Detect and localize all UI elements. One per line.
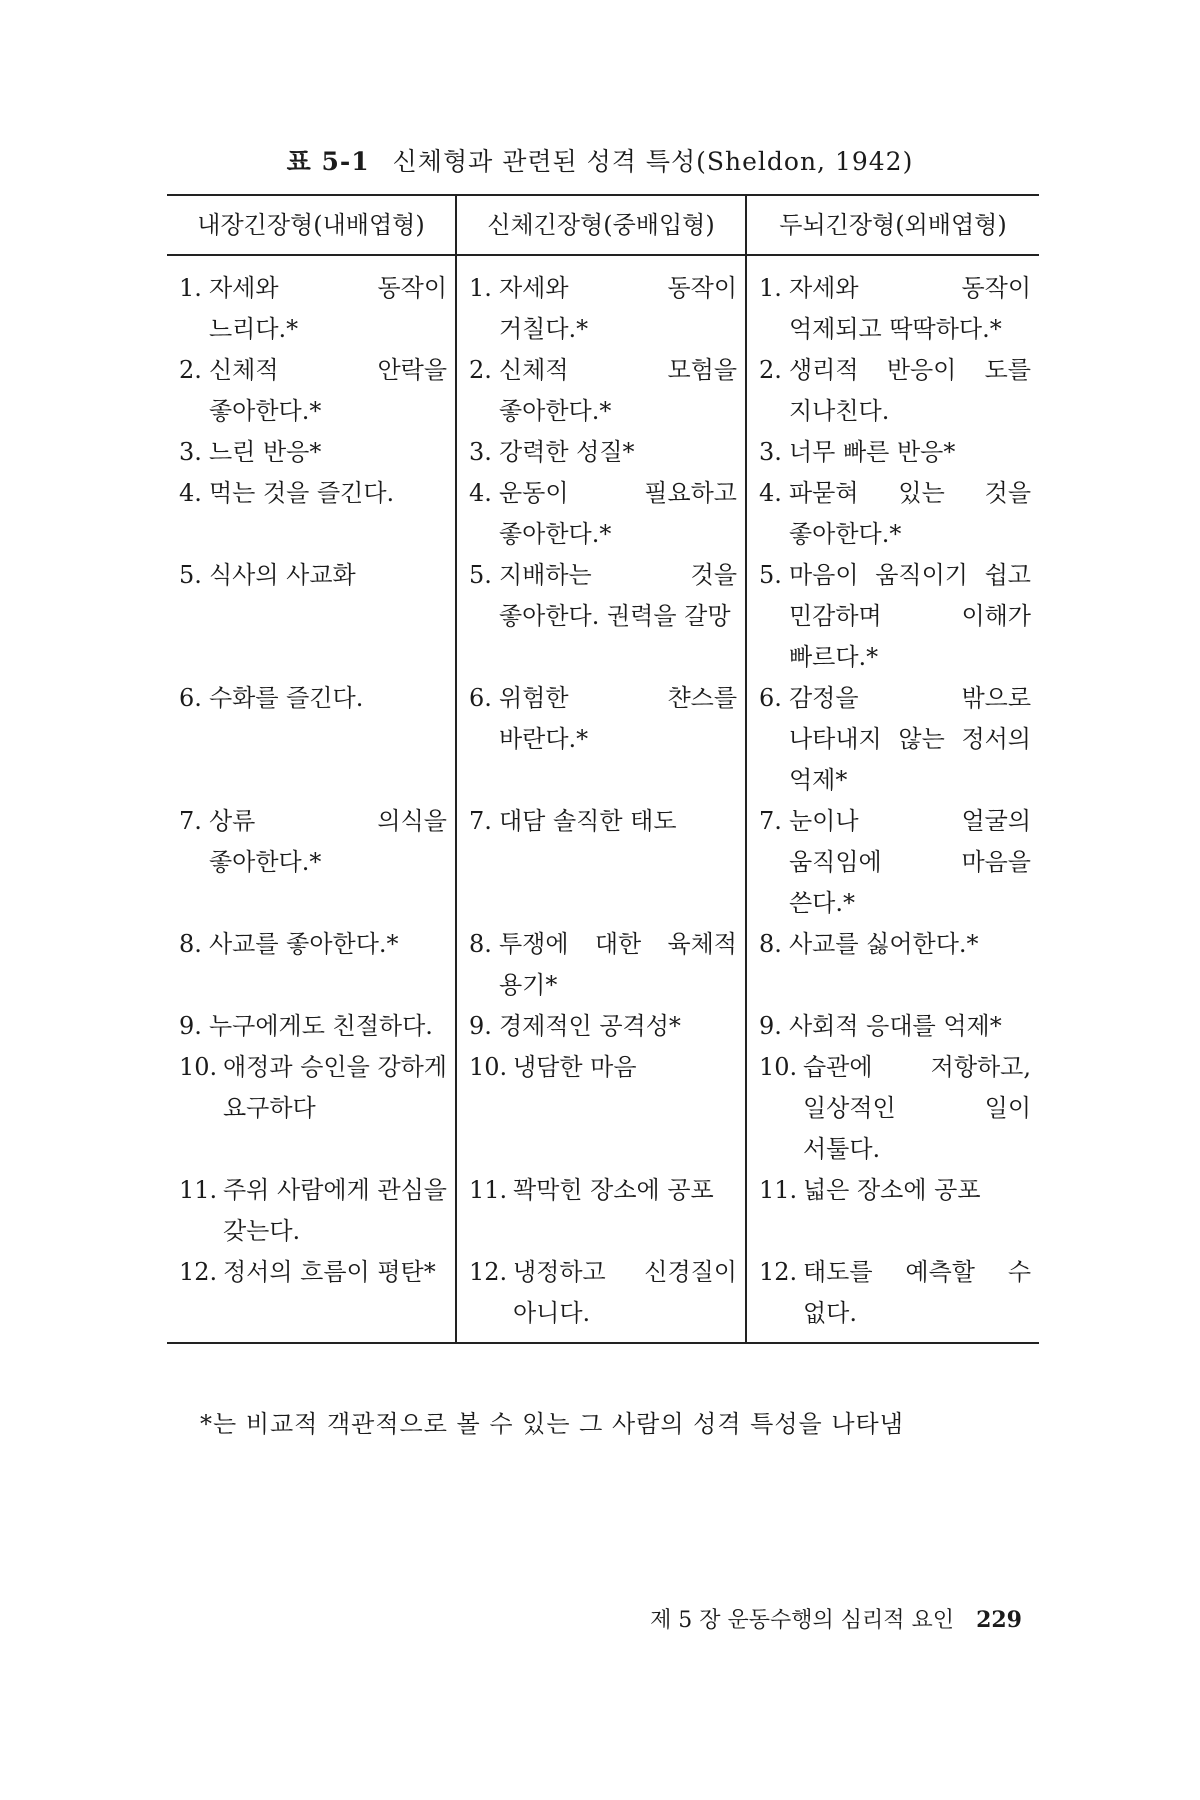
table-row xyxy=(167,1252,1039,1343)
item-number: 11. xyxy=(469,1176,508,1204)
table-row xyxy=(167,1047,1039,1170)
trait-item xyxy=(747,678,1039,801)
trait-item xyxy=(167,678,455,719)
table-cell-mesomorph xyxy=(456,801,746,924)
table-cell-mesomorph xyxy=(456,1047,746,1170)
item-text: 눈이나 얼굴의 움직임에 마음을 쓴다.* xyxy=(789,807,1031,917)
item-number: 4. xyxy=(179,479,202,507)
item-number: 8. xyxy=(759,930,782,958)
trait-item xyxy=(457,1047,745,1088)
trait-item xyxy=(167,555,455,596)
table-cell-endomorph xyxy=(167,1170,456,1252)
item-text: 사교를 싫어한다.* xyxy=(789,930,979,958)
table-row xyxy=(167,255,1039,350)
item-number: 4. xyxy=(469,479,492,507)
item-text: 대담 솔직한 태도 xyxy=(499,807,677,835)
item-number: 12. xyxy=(469,1258,508,1286)
trait-item xyxy=(167,473,455,514)
trait-item xyxy=(167,801,455,883)
item-number: 4. xyxy=(759,479,782,507)
item-text: 습관에 저항하고, 일상적인 일이 서툴다. xyxy=(803,1053,1031,1163)
trait-item xyxy=(747,432,1039,473)
table-cell-endomorph xyxy=(167,678,456,801)
trait-item xyxy=(167,924,455,965)
table-footnote: *는 비교적 객관적으로 볼 수 있는 그 사람의 성격 특성을 나타냄 xyxy=(200,1410,904,1438)
item-number: 6. xyxy=(179,684,202,712)
item-number: 5. xyxy=(179,561,202,589)
item-text: 운동이 필요하고 좋아한다.* xyxy=(499,479,737,548)
item-number: 3. xyxy=(179,438,202,466)
trait-item xyxy=(167,1006,455,1047)
table-header-row xyxy=(167,195,1039,255)
trait-item xyxy=(167,268,455,350)
table-cell-endomorph xyxy=(167,801,456,924)
item-number: 2. xyxy=(469,356,492,384)
item-text: 감정을 밖으로 나타내지 않는 정서의 억제* xyxy=(789,684,1031,794)
table-row xyxy=(167,555,1039,678)
table-row xyxy=(167,801,1039,924)
table-number: 표 5-1 xyxy=(286,147,370,176)
item-number: 1. xyxy=(469,274,492,302)
trait-item xyxy=(167,1170,455,1252)
trait-item xyxy=(747,924,1039,965)
trait-item xyxy=(747,555,1039,678)
item-text: 정서의 흐름이 평탄* xyxy=(223,1258,436,1286)
trait-item xyxy=(167,432,455,473)
table-cell-mesomorph xyxy=(456,678,746,801)
table-cell-endomorph xyxy=(167,255,456,350)
page-footer xyxy=(650,1603,1022,1634)
column-header-endomorph: 내장긴장형(내배엽형) xyxy=(167,195,456,255)
trait-item xyxy=(457,801,745,842)
item-text: 파묻혀 있는 것을 좋아한다.* xyxy=(789,479,1031,548)
somatotype-traits-table xyxy=(167,194,1039,1344)
table-cell-mesomorph xyxy=(456,1170,746,1252)
item-number: 1. xyxy=(179,274,202,302)
item-text: 냉담한 마음 xyxy=(513,1053,637,1081)
item-number: 5. xyxy=(469,561,492,589)
trait-item xyxy=(167,1252,455,1293)
table-cell-ectomorph xyxy=(746,350,1039,432)
item-text: 느린 반응* xyxy=(209,438,322,466)
table-cell-endomorph xyxy=(167,555,456,678)
item-number: 9. xyxy=(469,1012,492,1040)
table-cell-ectomorph xyxy=(746,924,1039,1006)
item-text: 사교를 좋아한다.* xyxy=(209,930,399,958)
trait-item xyxy=(457,555,745,637)
table-cell-ectomorph xyxy=(746,432,1039,473)
trait-item xyxy=(457,432,745,473)
item-number: 12. xyxy=(759,1258,798,1286)
item-text: 지배하는 것을 좋아한다. 권력을 갈망 xyxy=(499,561,737,630)
item-text: 신체적 모험을 좋아한다.* xyxy=(499,356,737,425)
item-text: 누구에게도 친절하다. xyxy=(209,1012,433,1040)
table-cell-endomorph xyxy=(167,1252,456,1343)
trait-item xyxy=(747,1006,1039,1047)
item-text: 신체적 안락을 좋아한다.* xyxy=(209,356,447,425)
table-cell-ectomorph xyxy=(746,473,1039,555)
table-cell-ectomorph xyxy=(746,1006,1039,1047)
item-text: 애정과 승인을 강하게 요구하다 xyxy=(223,1053,447,1122)
column-header-ectomorph: 두뇌긴장형(외배엽형) xyxy=(746,195,1039,255)
table-row xyxy=(167,473,1039,555)
item-number: 11. xyxy=(759,1176,798,1204)
table-cell-endomorph xyxy=(167,432,456,473)
item-text: 넓은 장소에 공포 xyxy=(803,1176,981,1204)
item-number: 12. xyxy=(179,1258,218,1286)
table-container xyxy=(167,194,1035,1344)
item-text: 강력한 성질* xyxy=(499,438,635,466)
table-cell-mesomorph xyxy=(456,924,746,1006)
table-row xyxy=(167,432,1039,473)
item-number: 8. xyxy=(469,930,492,958)
table-cell-endomorph xyxy=(167,1006,456,1047)
trait-item xyxy=(457,268,745,350)
trait-item xyxy=(457,924,745,1006)
item-text: 냉정하고 신경질이 아니다. xyxy=(513,1258,737,1327)
item-number: 10. xyxy=(759,1053,798,1081)
item-text: 경제적인 공격성* xyxy=(499,1012,681,1040)
table-cell-mesomorph xyxy=(456,350,746,432)
trait-item xyxy=(747,1252,1039,1334)
table-row xyxy=(167,678,1039,801)
trait-item xyxy=(457,678,745,760)
table-cell-ectomorph xyxy=(746,255,1039,350)
table-cell-mesomorph xyxy=(456,255,746,350)
table-cell-endomorph xyxy=(167,473,456,555)
column-header-mesomorph: 신체긴장형(중배입형) xyxy=(456,195,746,255)
table-cell-ectomorph xyxy=(746,801,1039,924)
item-number: 8. xyxy=(179,930,202,958)
item-number: 3. xyxy=(469,438,492,466)
table-caption xyxy=(0,142,1200,178)
item-number: 7. xyxy=(179,807,202,835)
item-number: 9. xyxy=(179,1012,202,1040)
table-cell-mesomorph xyxy=(456,555,746,678)
table-cell-endomorph xyxy=(167,350,456,432)
item-text: 자세와 동작이 거칠다.* xyxy=(499,274,737,343)
trait-item xyxy=(747,801,1039,924)
item-number: 2. xyxy=(759,356,782,384)
item-number: 9. xyxy=(759,1012,782,1040)
trait-item xyxy=(457,1170,745,1211)
item-text: 생리적 반응이 도를 지나친다. xyxy=(789,356,1031,425)
trait-item xyxy=(747,473,1039,555)
table-body xyxy=(167,255,1039,1343)
item-number: 7. xyxy=(469,807,492,835)
item-number: 6. xyxy=(469,684,492,712)
chapter-running-head: 제 5 장 운동수행의 심리적 요인 xyxy=(650,1608,955,1633)
item-number: 2. xyxy=(179,356,202,384)
trait-item xyxy=(747,350,1039,432)
table-cell-mesomorph xyxy=(456,432,746,473)
table-cell-mesomorph xyxy=(456,1006,746,1047)
table-cell-ectomorph xyxy=(746,555,1039,678)
table-row xyxy=(167,924,1039,1006)
trait-item xyxy=(457,473,745,555)
trait-item xyxy=(167,1047,455,1129)
item-text: 위험한 챤스를 바란다.* xyxy=(499,684,737,753)
table-row xyxy=(167,1170,1039,1252)
item-number: 1. xyxy=(759,274,782,302)
item-text: 투쟁에 대한 육체적 용기* xyxy=(499,930,737,999)
item-text: 꽉막힌 장소에 공포 xyxy=(513,1176,714,1204)
item-text: 태도를 예측할 수 없다. xyxy=(803,1258,1031,1327)
table-cell-endomorph xyxy=(167,1047,456,1170)
trait-item xyxy=(167,350,455,432)
trait-item xyxy=(747,1170,1039,1211)
item-number: 11. xyxy=(179,1176,218,1204)
item-text: 수화를 즐긴다. xyxy=(209,684,364,712)
trait-item xyxy=(747,268,1039,350)
table-title: 신체형과 관련된 성격 특성(Sheldon, 1942) xyxy=(392,147,914,176)
item-text: 먹는 것을 즐긴다. xyxy=(209,479,395,507)
table-cell-mesomorph xyxy=(456,473,746,555)
trait-item xyxy=(457,1006,745,1047)
trait-item xyxy=(457,350,745,432)
item-text: 주위 사람에게 관심을 갖는다. xyxy=(223,1176,447,1245)
item-number: 6. xyxy=(759,684,782,712)
trait-item xyxy=(747,1047,1039,1170)
table-cell-ectomorph xyxy=(746,1252,1039,1343)
item-number: 10. xyxy=(469,1053,508,1081)
item-text: 사회적 응대를 억제* xyxy=(789,1012,1002,1040)
item-text: 식사의 사교화 xyxy=(209,561,356,589)
table-cell-mesomorph xyxy=(456,1252,746,1343)
item-text: 너무 빠른 반응* xyxy=(789,438,956,466)
page-number: 229 xyxy=(976,1607,1022,1633)
item-number: 5. xyxy=(759,561,782,589)
item-text: 마음이 움직이기 쉽고 민감하며 이해가 빠르다.* xyxy=(789,561,1031,671)
table-cell-ectomorph xyxy=(746,678,1039,801)
table-cell-ectomorph xyxy=(746,1170,1039,1252)
item-number: 10. xyxy=(179,1053,218,1081)
trait-item xyxy=(457,1252,745,1334)
item-text: 상류 의식을 좋아한다.* xyxy=(209,807,447,876)
table-cell-ectomorph xyxy=(746,1047,1039,1170)
table-cell-endomorph xyxy=(167,924,456,1006)
table-row xyxy=(167,1006,1039,1047)
item-number: 3. xyxy=(759,438,782,466)
item-text: 자세와 동작이 느리다.* xyxy=(209,274,447,343)
item-number: 7. xyxy=(759,807,782,835)
item-text: 자세와 동작이 억제되고 딱딱하다.* xyxy=(789,274,1031,343)
table-row xyxy=(167,350,1039,432)
